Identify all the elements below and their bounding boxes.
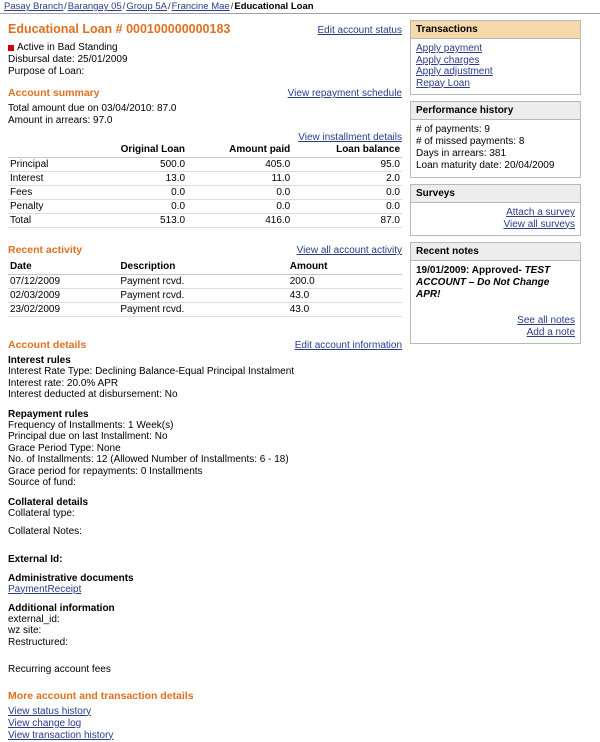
view-transaction-history-link[interactable]: View transaction history [8,729,114,741]
recurring-account-fees: Recurring account fees [8,664,111,675]
performance-history-panel [410,101,581,178]
page-title: Educational Loan # 000100000000183 [8,22,231,36]
activity-description: Payment rcvd. [118,303,287,317]
recent-activity-table [8,260,402,317]
add-a-note-link[interactable]: Add a note [526,326,575,338]
surveys-panel-title: Surveys [411,185,580,203]
edit-account-information-link[interactable]: Edit account information [294,340,402,351]
repay-loan-link[interactable]: Repay Loan [416,77,470,89]
spacer [8,676,402,690]
penalty-balance: 0.0 [292,200,402,214]
table-row [8,303,402,317]
amount-in-arrears: Amount in arrears: 97.0 [8,114,113,126]
spacer [8,538,402,554]
total-original: 513.0 [76,214,187,228]
surveys-panel [410,184,581,236]
status-indicator-icon [8,45,14,51]
transactions-panel-body [411,39,580,94]
activity-description: Payment rcvd. [118,275,287,289]
number-of-missed-payments: # of missed payments: 8 [416,136,525,147]
apply-payment-link[interactable]: Apply payment [416,43,483,54]
spacer [8,648,402,664]
view-all-account-activity-link[interactable]: View all account activity [296,245,402,256]
edit-account-status-link[interactable]: Edit account status [317,25,402,36]
number-of-installments: No. of Installments: 12 (Allowed Number of Installments: 6 - 18) [8,454,289,465]
recent-note-date: 19/01/2009: Approved- [416,265,522,276]
activity-amount: 43.0 [288,289,402,303]
apply-adjustment-link[interactable]: Apply adjustment [416,66,493,77]
recent-notes-panel-body [411,261,580,343]
account-details-title: Account details [8,339,87,351]
fees-paid: 0.0 [187,186,292,200]
see-all-notes-link[interactable]: See all notes [517,315,575,326]
column-header-original-loan: Original Loan [76,143,187,158]
purpose-of-loan: Purpose of Loan: [8,65,85,77]
account-summary-title: Account summary [8,87,100,99]
additional-external-id: external_id: [8,613,60,625]
sidebar [410,20,585,350]
penalty-paid: 0.0 [187,200,292,214]
row-label-fees: Fees [8,186,76,200]
table-row [8,186,402,200]
account-summary-header [8,87,402,103]
recent-activity-header [8,244,402,260]
principal-original: 500.0 [76,158,187,172]
column-header-amount-paid: Amount paid [187,143,292,158]
recent-note-body: TEST ACCOUNT – Do Not Change APR! [416,265,551,300]
table-row [8,158,402,172]
activity-amount: 43.0 [288,303,402,317]
performance-history-panel-title: Performance history [411,102,580,120]
breadcrumb-item-client[interactable]: Francine Mae [171,1,230,12]
account-summary-table [8,143,402,228]
breadcrumb-separator: / [122,1,126,12]
activity-amount: 200.0 [288,275,402,289]
fees-balance: 0.0 [292,186,402,200]
account-details-header [8,339,402,355]
repayment-rules-heading: Repayment rules [8,408,89,420]
spacer [8,228,402,244]
total-paid: 416.0 [187,214,292,228]
activity-date: 23/02/2009 [8,303,118,317]
total-balance: 87.0 [292,214,402,228]
transactions-panel [410,20,581,95]
collateral-details-heading: Collateral details [8,496,89,508]
view-change-log-link[interactable]: View change log [8,717,82,729]
status-badge [8,42,402,53]
external-id-label: External Id: [8,553,63,565]
main-content [0,20,410,742]
attach-a-survey-link[interactable]: Attach a survey [506,207,575,218]
interest-deducted-at-disbursement: Interest deducted at disbursement: No [8,389,178,400]
row-label-penalty: Penalty [8,200,76,214]
additional-wz-site: wz site: [8,625,42,636]
row-label-total: Total [8,214,76,228]
table-header-row [8,260,402,275]
interest-rules-heading: Interest rules [8,355,71,366]
penalty-original: 0.0 [76,200,187,214]
breadcrumb-separator: / [64,1,67,12]
total-amount-due: Total amount due on 03/04/2010: 87.0 [8,103,177,114]
column-header-description: Description [118,260,287,275]
payment-receipt-link[interactable]: PaymentReceipt [8,583,82,595]
installment-details-container [8,132,402,143]
table-header-row [8,143,402,158]
breadcrumb-item-center[interactable]: Barangay 05 [67,1,122,12]
table-row [8,214,402,228]
row-label-principal: Principal [8,158,76,172]
interest-rate: Interest rate: 20.0% APR [8,377,119,389]
view-status-history-link[interactable]: View status history [8,705,92,717]
view-all-surveys-link[interactable]: View all surveys [503,218,575,230]
activity-date: 02/03/2009 [8,289,118,303]
performance-history-panel-body [411,120,580,177]
more-details-links [8,706,402,742]
recent-notes-panel [410,242,581,344]
page-layout [0,14,600,742]
activity-date: 07/12/2009 [8,275,118,289]
interest-rate-type: Interest Rate Type: Declining Balance-Equal Principal Instalment [8,366,295,377]
grace-period-for-repayments: Grace period for repayments: 0 Installments [8,465,203,477]
more-details-title: More account and transaction details [8,689,194,702]
administrative-documents-heading: Administrative documents [8,572,134,584]
spacer [8,519,402,526]
days-in-arrears: Days in arrears: 381 [416,148,507,159]
status-label: Active in Bad Standing [17,42,118,53]
recent-notes-panel-title: Recent notes [411,243,580,261]
source-of-fund: Source of fund: [8,477,76,488]
interest-balance: 2.0 [292,172,402,186]
interest-paid: 11.0 [187,172,292,186]
column-header-amount: Amount [288,260,402,275]
disbursal-date: Disbursal date: 25/01/2009 [8,54,128,65]
breadcrumb-item-branch[interactable]: Pasay Branch [4,1,64,12]
account-header [8,20,402,42]
breadcrumb-separator: / [230,1,234,12]
view-repayment-schedule-link[interactable]: View repayment schedule [287,88,402,99]
column-header-date: Date [8,260,118,275]
table-row [8,289,402,303]
breadcrumb-item-current: Educational Loan [234,1,314,12]
column-header-loan-balance: Loan balance [292,143,402,158]
collateral-notes: Collateral Notes: [8,526,82,537]
apply-charges-link[interactable]: Apply charges [416,54,480,66]
principal-paid: 405.0 [187,158,292,172]
row-label-interest: Interest [8,172,76,186]
grace-period-type: Grace Period Type: None [8,442,121,454]
activity-description: Payment rcvd. [118,289,287,303]
table-row [8,275,402,289]
principal-balance: 95.0 [292,158,402,172]
interest-original: 13.0 [76,172,187,186]
number-of-payments: # of payments: 9 [416,124,490,135]
breadcrumb-separator: / [167,1,171,12]
additional-information-heading: Additional information [8,602,115,614]
restructured: Restructured: [8,636,69,648]
collateral-type: Collateral type: [8,507,75,519]
frequency-of-installments: Frequency of Installments: 1 Week(s) [8,419,174,431]
surveys-panel-body [411,203,580,235]
loan-maturity-date: Loan maturity date: 20/04/2009 [416,160,555,171]
table-row [8,200,402,214]
column-header-blank [8,143,76,158]
spacer [8,317,402,339]
principal-due-on-last-installment: Principal due on last Installment: No [8,431,168,442]
view-installment-details-link[interactable]: View installment details [298,132,402,143]
recent-note-entry [416,265,575,301]
recent-activity-title: Recent activity [8,244,83,256]
transactions-panel-title: Transactions [411,21,580,39]
recent-notes-links [416,315,575,338]
breadcrumb-item-group[interactable]: Group 5A [126,1,167,12]
breadcrumb [0,0,600,14]
fees-original: 0.0 [76,186,187,200]
table-row [8,172,402,186]
